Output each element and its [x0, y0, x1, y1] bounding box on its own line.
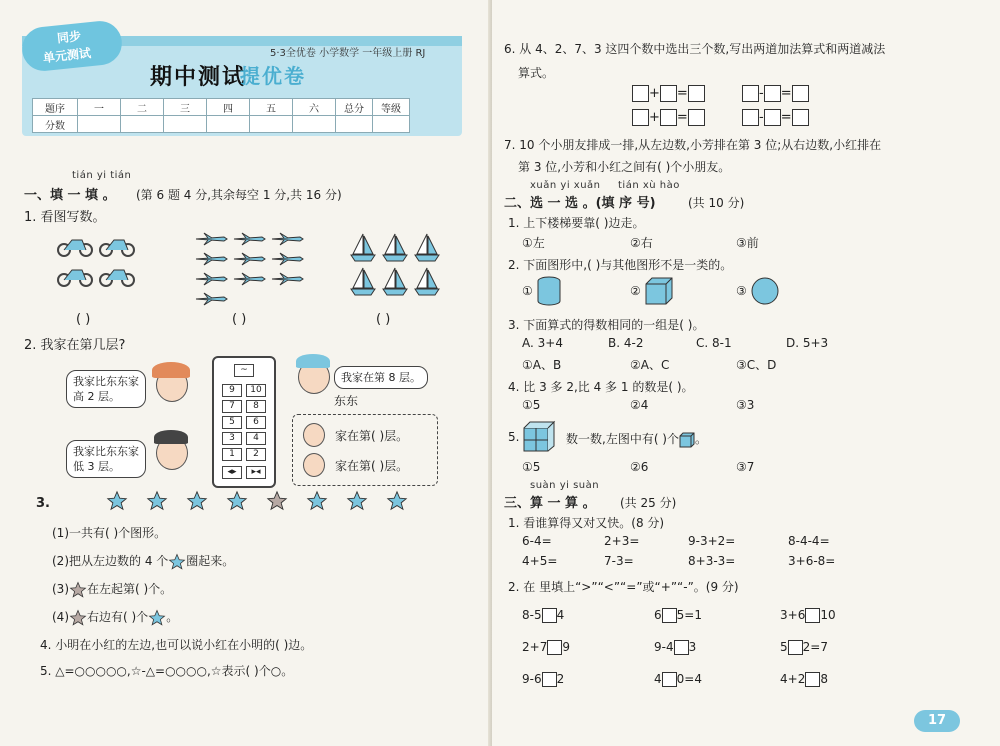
- answer-box[interactable]: [632, 85, 649, 102]
- airplane-icon: [194, 232, 228, 246]
- calc-item[interactable]: 8-4-4=: [788, 534, 830, 548]
- section3-title: 三、算 一 算 。: [504, 496, 596, 511]
- floor-key[interactable]: 2: [246, 448, 266, 461]
- question-3-2-text: 圈起来。: [186, 554, 235, 568]
- star-row: [106, 490, 408, 512]
- cube-icon: [679, 432, 695, 448]
- calc-question-1: 1. 看谁算得又对又快。(8 分): [508, 516, 665, 530]
- expression-c: C. 8-1: [696, 336, 732, 350]
- compare-item: [654, 608, 702, 623]
- compare-item: [780, 608, 836, 623]
- speech-bubble-girl: 我家比东东家 高 2 层。: [66, 370, 146, 408]
- answer-box[interactable]: [742, 109, 759, 126]
- choice-option[interactable]: ③3: [736, 398, 755, 412]
- section2-title: 二、选 一 选 。(填 序 号): [504, 196, 656, 211]
- sailboat-icon: [350, 266, 376, 296]
- score-cell: 分数: [33, 116, 78, 133]
- question-3-4: [52, 608, 178, 627]
- left-page: [0, 0, 492, 746]
- score-cell: 总分: [336, 99, 373, 116]
- star-icon: [106, 490, 128, 512]
- score-row-header: [33, 99, 410, 116]
- compare-item: [522, 672, 564, 687]
- score-cell: 五: [250, 99, 293, 116]
- compare-item: [522, 608, 564, 623]
- answer-box[interactable]: [792, 85, 809, 102]
- section3-note: (共 25 分): [620, 496, 677, 510]
- choice-option[interactable]: ①A、B: [522, 358, 562, 372]
- compare-left: 3+6: [780, 608, 806, 622]
- question-3: 3.: [36, 496, 50, 511]
- choice-option[interactable]: ②右: [630, 236, 653, 250]
- airplane-icon: [232, 272, 266, 286]
- door-key[interactable]: ◂▸: [222, 466, 242, 479]
- equation-row: - =: [742, 106, 809, 130]
- choice-option[interactable]: ②6: [630, 460, 649, 474]
- compare-item: [654, 640, 696, 655]
- stacked-cubes-icon: [522, 418, 562, 452]
- choice-option[interactable]: ③7: [736, 460, 755, 474]
- compare-left: 2+7: [522, 640, 548, 654]
- floor-key[interactable]: 1: [222, 448, 242, 461]
- star-icon: [226, 490, 248, 512]
- door-key[interactable]: ▸◂: [246, 466, 266, 479]
- calc-item[interactable]: 9-3+2=: [688, 534, 736, 548]
- expression-d: D. 5+3: [786, 336, 829, 350]
- question-7-line2: 第 3 位,小芳和小红之间有( )个小朋友。: [518, 160, 731, 174]
- section1-pinyin: tián yi tián: [72, 170, 132, 181]
- sailboat-icon: [414, 232, 440, 262]
- compare-item: [780, 672, 828, 687]
- home-floor-line[interactable]: 家在第( )层。: [335, 429, 409, 443]
- compare-right: 0=4: [676, 672, 702, 686]
- choice-5-text: [566, 430, 707, 448]
- motorcycle-group: [56, 232, 152, 288]
- floor-key[interactable]: 3: [222, 432, 242, 445]
- choice-option[interactable]: ①: [522, 284, 533, 298]
- badge-line1: 同步: [56, 29, 82, 46]
- choice-option[interactable]: ③前: [736, 236, 759, 250]
- symbol-box[interactable]: [674, 640, 689, 655]
- question-3-4-text: 。: [166, 610, 179, 624]
- question-3-2-text: (2)把从左边数的 4 个: [52, 554, 169, 568]
- choice-5-end: 。: [695, 432, 708, 446]
- answer-box[interactable]: [742, 85, 759, 102]
- score-input[interactable]: [373, 116, 410, 133]
- star-gray-icon: [69, 581, 87, 599]
- airplane-icon: [194, 252, 228, 266]
- airplane-icon: [232, 232, 266, 246]
- choice-5-prompt: 数一数,左图中有( )个: [566, 432, 679, 446]
- compare-right: 2: [556, 672, 565, 686]
- compare-left: 6: [654, 608, 662, 622]
- sailboat-icon: [350, 232, 376, 262]
- question-2: 2. 我家在第几层?: [24, 338, 126, 353]
- choice-option[interactable]: ②A、C: [630, 358, 670, 372]
- star-icon: [186, 490, 208, 512]
- answer-box[interactable]: [792, 109, 809, 126]
- answer-box[interactable]: [660, 109, 677, 126]
- compare-left: 5: [780, 640, 788, 654]
- choice-5-number: 5.: [508, 430, 520, 444]
- circle-icon: [750, 276, 780, 306]
- answer-blank[interactable]: ( ): [376, 312, 391, 327]
- home-floor-line[interactable]: 家在第( )层。: [335, 459, 409, 473]
- panel-display: ~: [234, 364, 254, 377]
- symbol-box[interactable]: [788, 640, 803, 655]
- page-subtitle: 提优卷: [240, 64, 306, 88]
- question-3-2: [52, 552, 234, 571]
- star-gray-icon: [69, 609, 87, 627]
- subtraction-boxes: [742, 82, 809, 130]
- score-cell: 六: [293, 99, 336, 116]
- equation-row: + =: [632, 82, 705, 106]
- cube-icon: [644, 276, 674, 306]
- score-table: [32, 98, 410, 133]
- calc-item[interactable]: 4+5=: [522, 554, 558, 568]
- section3-pinyin: suàn yi suàn: [530, 480, 600, 491]
- airplane-icon: [194, 272, 228, 286]
- question-4: 4. 小明在小红的左边,也可以说小红在小明的( )边。: [40, 638, 313, 652]
- calc-item[interactable]: 2+3=: [604, 534, 640, 548]
- symbol-box[interactable]: [547, 640, 562, 655]
- star-gray-icon: [266, 490, 288, 512]
- star-icon: [306, 490, 328, 512]
- girl-small-icon: [303, 453, 325, 477]
- section2-pinyin1: xuǎn yi xuǎn: [530, 180, 601, 191]
- question-6-line1: 6. 从 4、2、7、3 这四个数中选出三个数,写出两道加法算式和两道减法: [504, 42, 886, 56]
- symbol-box[interactable]: [542, 608, 557, 623]
- score-input[interactable]: [207, 116, 250, 133]
- dongdong-label: 东东: [334, 394, 359, 408]
- addition-boxes: [632, 82, 705, 130]
- score-input[interactable]: [250, 116, 293, 133]
- score-cell: 题序: [33, 99, 78, 116]
- compare-right: 2=7: [802, 640, 828, 654]
- choice-option[interactable]: ②4: [630, 398, 649, 412]
- calc-item[interactable]: 8+3-3=: [688, 554, 736, 568]
- star-icon: [148, 609, 166, 627]
- choice-1: 1. 上下楼梯要靠( )边走。: [508, 216, 645, 230]
- question-6-line2: 算式。: [518, 66, 555, 80]
- badge-line2: 单元测试: [42, 46, 92, 66]
- floor-key[interactable]: 7: [222, 400, 242, 413]
- answer-box[interactable]: [764, 85, 781, 102]
- building-panel: [212, 356, 276, 488]
- expression-b: B. 4-2: [608, 336, 644, 350]
- section1-note: (第 6 题 4 分,其余每空 1 分,共 16 分): [136, 188, 342, 202]
- girl-hair: [152, 362, 190, 378]
- compare-left: 4+2: [780, 672, 806, 686]
- symbol-box[interactable]: [662, 608, 677, 623]
- answer-blank[interactable]: ( ): [232, 312, 247, 327]
- answer-box[interactable]: [764, 109, 781, 126]
- floor-key[interactable]: 4: [246, 432, 266, 445]
- score-input[interactable]: [78, 116, 121, 133]
- answer-box[interactable]: [688, 109, 705, 126]
- calc-question-2: 2. 在 里填上“>”“<”“=”或“+”“-”。(9 分): [508, 580, 739, 594]
- page-title: 期中测试: [150, 65, 247, 90]
- choice-2: 2. 下面图形中,( )与其他图形不是一类的。: [508, 258, 733, 272]
- motorcycle-icon: [56, 262, 94, 288]
- answer-box[interactable]: [688, 85, 705, 102]
- floor-key[interactable]: 5: [222, 416, 242, 429]
- cylinder-icon: [536, 276, 562, 306]
- equation-row: - =: [742, 82, 809, 106]
- compare-item: [780, 640, 828, 655]
- floor-key[interactable]: 9: [222, 384, 242, 397]
- calc-item[interactable]: 3+6-8=: [788, 554, 836, 568]
- score-cell: 等级: [373, 99, 410, 116]
- choice-option[interactable]: ③: [736, 284, 747, 298]
- answer-blank[interactable]: ( ): [76, 312, 91, 327]
- boy-small-icon: [303, 423, 325, 447]
- symbol-box[interactable]: [805, 608, 820, 623]
- airplane-group: [194, 232, 314, 306]
- compare-right: 9: [562, 640, 570, 654]
- score-input[interactable]: [121, 116, 164, 133]
- airplane-icon: [232, 252, 266, 266]
- compare-left: 8-5: [522, 608, 542, 622]
- compare-right: 4: [556, 608, 565, 622]
- symbol-box[interactable]: [542, 672, 557, 687]
- compare-item: [654, 672, 702, 687]
- equation-row: + =: [632, 106, 705, 130]
- airplane-icon: [270, 232, 304, 246]
- speech-bubble-dongdong: 我家在第 8 层。: [334, 366, 428, 389]
- floor-key[interactable]: 6: [246, 416, 266, 429]
- compare-right: 3: [688, 640, 697, 654]
- question-1: 1. 看图写数。: [24, 210, 106, 225]
- choice-option[interactable]: ②: [630, 284, 641, 298]
- page-number: 17: [914, 710, 960, 732]
- symbol-box[interactable]: [662, 672, 677, 687]
- choice-option[interactable]: ①5: [522, 398, 541, 412]
- answer-box[interactable]: [632, 109, 649, 126]
- compare-left: 9-6: [522, 672, 542, 686]
- compare-right: 8: [820, 672, 828, 686]
- airplane-icon: [194, 292, 228, 306]
- compare-right: 10: [820, 608, 836, 622]
- motorcycle-icon: [56, 232, 94, 258]
- dongdong-cap: [296, 354, 330, 368]
- expression-a: A. 3+4: [522, 336, 563, 350]
- score-cell: 三: [164, 99, 207, 116]
- compare-left: 9-4: [654, 640, 674, 654]
- motorcycle-icon: [98, 232, 136, 258]
- compare-item: [522, 640, 570, 655]
- star-icon: [346, 490, 368, 512]
- question-3-3-text: 在左起第( )个。: [87, 582, 173, 596]
- score-input[interactable]: [164, 116, 207, 133]
- sailboat-icon: [414, 266, 440, 296]
- score-cell: 一: [78, 99, 121, 116]
- question-3-4-text: (4): [52, 610, 69, 624]
- calc-item[interactable]: 7-3=: [604, 554, 634, 568]
- question-5: 5. △=○○○○○,☆-△=○○○○,☆表示( )个○。: [40, 664, 294, 678]
- score-row-values: [33, 116, 410, 133]
- answer-box[interactable]: [660, 85, 677, 102]
- floor-key[interactable]: 10: [246, 384, 266, 397]
- right-page: [492, 0, 1000, 746]
- airplane-icon: [270, 272, 304, 286]
- choice-4: 4. 比 3 多 2,比 4 多 1 的数是( )。: [508, 380, 694, 394]
- section1-title: 一、填 一 填 。: [24, 188, 116, 203]
- calc-item[interactable]: 6-4=: [522, 534, 552, 548]
- section2-pinyin2: tián xù hào: [618, 180, 680, 191]
- question-3-3: [52, 580, 172, 599]
- question-3-3-text: (3): [52, 582, 69, 596]
- score-cell: 二: [121, 99, 164, 116]
- star-icon: [386, 490, 408, 512]
- score-cell: 四: [207, 99, 250, 116]
- answer-box: [292, 414, 438, 486]
- star-icon: [146, 490, 168, 512]
- question-7-line1: 7. 10 个小朋友排成一排,从左边数,小芳排在第 3 位;从右边数,小红排在: [504, 138, 882, 152]
- speech-bubble-boy: 我家比东东家 低 3 层。: [66, 440, 146, 478]
- boy-hair: [154, 430, 188, 444]
- sailboat-icon: [382, 266, 408, 296]
- choice-option[interactable]: ③C、D: [736, 358, 777, 372]
- sailboat-group: [350, 232, 446, 296]
- symbol-box[interactable]: [805, 672, 820, 687]
- score-input[interactable]: [293, 116, 336, 133]
- compare-left: 4: [654, 672, 662, 686]
- floor-key[interactable]: 8: [246, 400, 266, 413]
- question-3-1: (1)一共有( )个图形。: [52, 526, 167, 540]
- airplane-icon: [270, 252, 304, 266]
- sailboat-icon: [382, 232, 408, 262]
- choice-option[interactable]: ①5: [522, 460, 541, 474]
- motorcycle-icon: [98, 262, 136, 288]
- star-icon: [168, 553, 186, 571]
- book-meta: 5·3全优卷 小学数学 一年级上册 RJ: [270, 48, 426, 59]
- question-3-4-text: 右边有( )个: [87, 610, 149, 624]
- choice-option[interactable]: ①左: [522, 236, 545, 250]
- choice-3: 3. 下面算式的得数相同的一组是( )。: [508, 318, 705, 332]
- section2-note: (共 10 分): [688, 196, 745, 210]
- compare-right: 5=1: [676, 608, 702, 622]
- score-input[interactable]: [336, 116, 373, 133]
